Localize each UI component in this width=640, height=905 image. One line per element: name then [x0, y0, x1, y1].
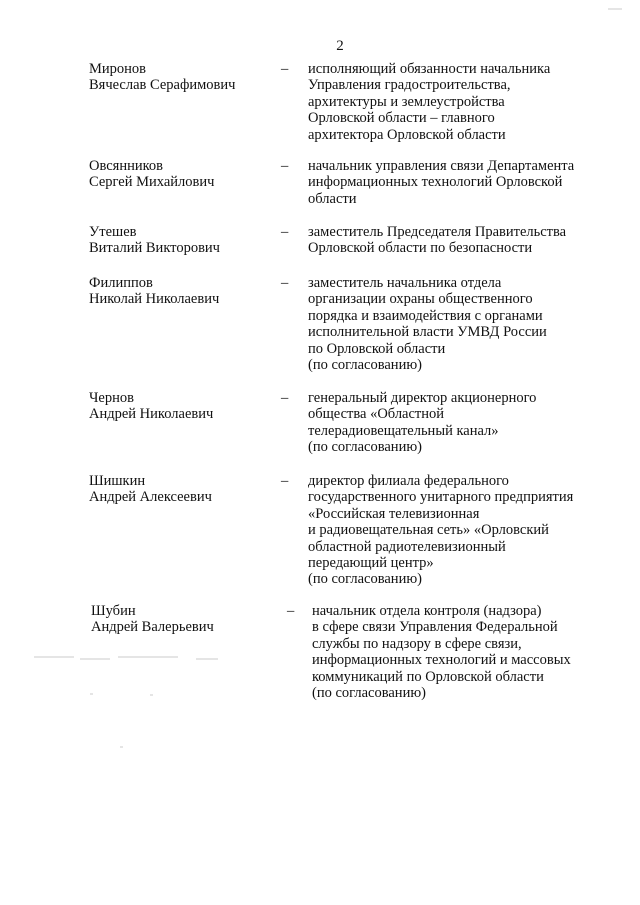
- position-line: службы по надзору в сфере связи,: [312, 635, 522, 652]
- position-line: информационных технологий Орловской: [308, 174, 563, 191]
- position-line: Управления градостроительства,: [308, 77, 511, 94]
- position-line: Орловской области – главного: [308, 110, 495, 127]
- dash-separator: –: [281, 61, 289, 77]
- position-line: генеральный директор акционерного: [308, 390, 537, 406]
- position-line: (по согласованию): [308, 439, 422, 456]
- position-line: (по согласованию): [312, 685, 426, 702]
- member-given-names: Виталий Викторович: [89, 240, 220, 257]
- member-given-names: Андрей Алексеевич: [89, 489, 212, 506]
- position-line: заместитель начальника отдела: [308, 275, 502, 291]
- dash-separator: –: [281, 224, 289, 240]
- member-surname: Чернов: [89, 390, 134, 406]
- member-name: [89, 390, 279, 423]
- member-given-names: Вячеслав Серафимович: [89, 77, 236, 94]
- position-line: исполнительной власти УМВД России: [308, 324, 547, 341]
- position-line: директор филиала федерального: [308, 473, 509, 489]
- member-given-names: Сергей Михайлович: [89, 174, 215, 191]
- position-line: (по согласованию): [308, 357, 422, 374]
- position-line: исполняющий обязанности начальника: [308, 61, 551, 77]
- member-given-names: Андрей Валерьевич: [91, 619, 214, 636]
- member-position: [308, 275, 608, 373]
- scan-artifact: [196, 658, 218, 660]
- position-line: коммуникаций по Орловской области: [312, 668, 544, 685]
- position-line: архитектора Орловской области: [308, 126, 506, 143]
- position-line: по Орловской области: [308, 340, 446, 357]
- position-line: «Российская телевизионная: [308, 505, 480, 522]
- member-given-names: Николай Николаевич: [89, 291, 220, 308]
- position-line: государственного унитарного предприятия: [308, 489, 574, 506]
- member-name: [89, 61, 279, 94]
- position-line: передающий центр»: [308, 555, 434, 572]
- position-line: заместитель Председателя Правительства: [308, 224, 567, 240]
- position-line: областной радиотелевизионный: [308, 538, 506, 555]
- position-line: начальник отдела контроля (надзора): [312, 603, 542, 619]
- member-position: [308, 158, 608, 207]
- position-line: архитектуры и землеустройства: [308, 93, 505, 110]
- scan-artifact: [34, 656, 74, 658]
- position-line: начальник управления связи Департамента: [308, 158, 575, 174]
- scan-artifact: [80, 658, 110, 660]
- member-surname: Миронов: [89, 61, 147, 77]
- member-name: [89, 224, 279, 257]
- scan-artifact: [120, 746, 123, 748]
- member-name: [91, 603, 281, 636]
- position-line: Орловской области по безопасности: [308, 240, 533, 257]
- position-line: информационных технологий и массовых: [312, 652, 571, 669]
- position-line: телерадиовещательный канал»: [308, 422, 499, 439]
- position-line: организации охраны общественного: [308, 291, 533, 308]
- position-line: и радиовещательная сеть» «Орловский: [308, 522, 549, 539]
- scan-artifact: [150, 694, 153, 696]
- member-position: [312, 603, 612, 701]
- dash-separator: –: [287, 603, 295, 619]
- scan-artifact: [118, 656, 178, 658]
- member-surname: Овсянников: [89, 158, 164, 174]
- member-given-names: Андрей Николаевич: [89, 406, 214, 423]
- member-surname: Утешев: [89, 224, 137, 240]
- member-name: [89, 473, 279, 506]
- scan-artifact: [90, 693, 93, 695]
- member-name: [89, 275, 279, 308]
- member-position: [308, 473, 608, 588]
- scan-artifact: [608, 8, 622, 10]
- dash-separator: –: [281, 390, 289, 406]
- member-position: [308, 390, 608, 456]
- member-surname: Шубин: [91, 603, 136, 619]
- member-surname: Шишкин: [89, 473, 146, 489]
- position-line: в сфере связи Управления Федеральной: [312, 619, 558, 636]
- dash-separator: –: [281, 158, 289, 174]
- member-position: [308, 224, 608, 257]
- member-surname: Филиппов: [89, 275, 153, 291]
- dash-separator: –: [281, 473, 289, 489]
- position-line: порядка и взаимодействия с органами: [308, 307, 543, 324]
- position-line: общества «Областной: [308, 406, 445, 423]
- member-position: [308, 61, 608, 143]
- dash-separator: –: [281, 275, 289, 291]
- position-line: (по согласованию): [308, 571, 422, 588]
- member-name: [89, 158, 279, 191]
- position-line: области: [308, 190, 357, 207]
- page-number: 2: [336, 38, 344, 54]
